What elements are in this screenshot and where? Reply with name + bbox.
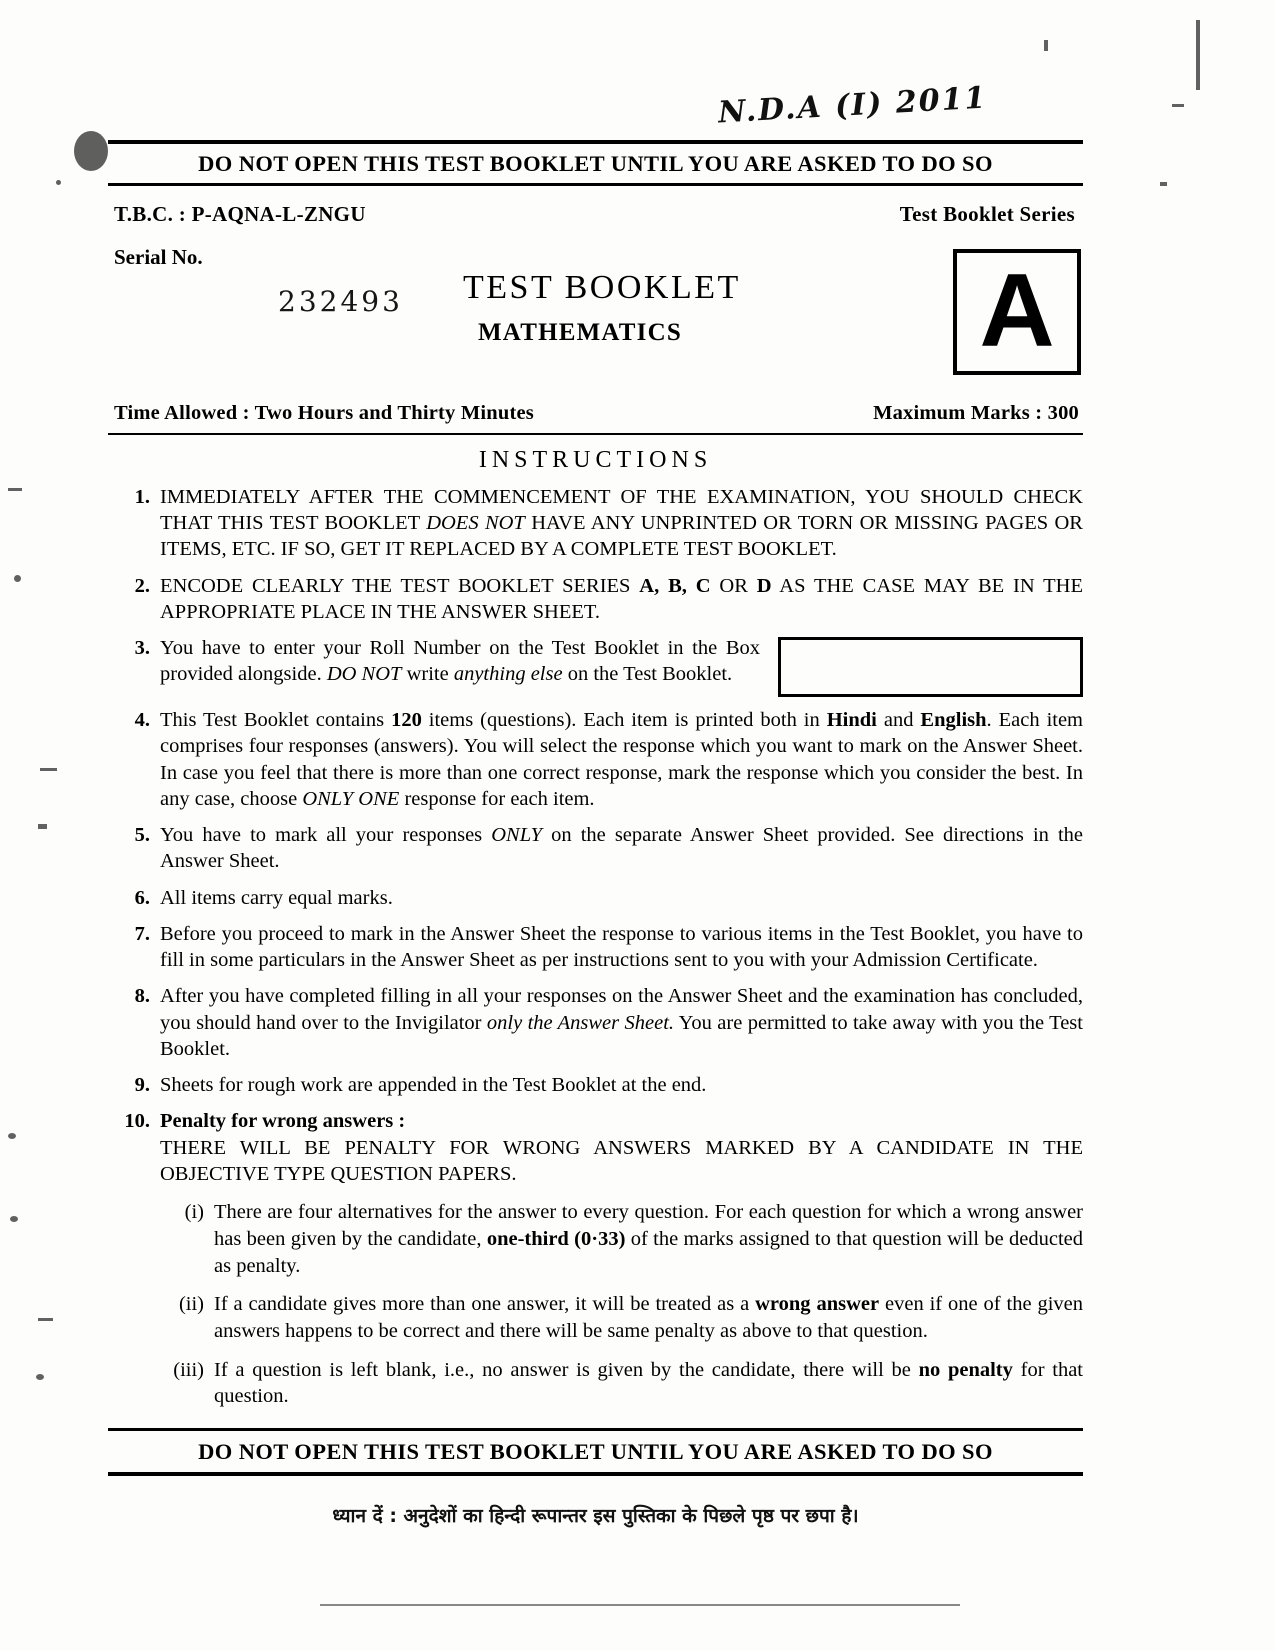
page-bottom-rule	[320, 1604, 960, 1606]
instruction-text: You have to enter your Roll Number on the Test Booklet in the Box provided alongside. DO NOT write anything else on the Test Booklet.	[160, 637, 760, 686]
penalty-sub-item	[160, 1199, 1083, 1279]
instruction-number: 8.	[134, 985, 150, 1008]
instruction-number: 10.	[124, 1110, 150, 1133]
scan-artifact-edge-left-3	[40, 768, 57, 771]
tbc-code: T.B.C. : P-AQNA-L-ZNGU	[114, 202, 366, 226]
penalty-sub-number: (ii)	[178, 1293, 204, 1316]
scan-artifact-edge-left-7	[38, 1318, 53, 1321]
instructions-heading: INSTRUCTIONS	[478, 447, 713, 473]
instruction-number: 5.	[134, 824, 150, 847]
instruction-number: 7.	[134, 922, 150, 945]
series-letter: A	[979, 253, 1055, 370]
penalty-sub-text: If a candidate gives more than one answer, it will be treated as a wrong answer even if one of the given answers happens to be correct and there will be same penalty as above to that question.	[214, 1293, 1083, 1342]
penalty-statement: THERE WILL BE PENALTY FOR WRONG ANSWERS MARKED BY A CANDIDATE IN THE OBJECTIVE TYPE QUESTION PAPERS.	[160, 1136, 1083, 1186]
scan-artifact-edge-left-2	[14, 575, 21, 582]
instruction-item	[108, 822, 1083, 874]
instruction-item-penalty	[108, 1108, 1083, 1422]
instruction-text: ENCODE CLEARLY THE TEST BOOKLET SERIES A, B, C OR D AS THE CASE MAY BE IN THE APPROPRIATE PLACE IN THE ANSWER SHEET.	[160, 574, 1083, 623]
instruction-text: All items carry equal marks.	[160, 886, 393, 909]
instruction-number: 4.	[134, 709, 150, 732]
scan-artifact-edge-left-4	[38, 824, 47, 829]
booklet-subject: MATHEMATICS	[478, 319, 682, 346]
instruction-number: 3.	[134, 637, 150, 660]
time-allowed: Time Allowed : Two Hours and Thirty Minutes	[114, 402, 534, 424]
instruction-number: 2.	[134, 574, 150, 597]
maximum-marks: Maximum Marks : 300	[873, 402, 1079, 424]
instruction-item	[108, 707, 1083, 812]
instruction-item	[108, 983, 1083, 1062]
instruction-item	[108, 921, 1083, 973]
penalty-sub-text: If a question is left blank, i.e., no answer is given by the candidate, there will be no penalty for that question.	[214, 1358, 1083, 1408]
instruction-item	[108, 1072, 1083, 1098]
scan-artifact-dot	[56, 180, 61, 185]
scan-artifact-edge-left-6	[10, 1216, 18, 1222]
instruction-text: You have to mark all your responses ONLY on the separate Answer Sheet provided. See directions in the Answer Sheet.	[160, 824, 1083, 873]
hindi-translation-note: ध्यान दें : अनुदेशों का हिन्दी रूपान्तर इस पुस्तिका के पिछले पृष्ठ पर छपा है।	[332, 1504, 859, 1527]
instruction-number: 1.	[134, 486, 150, 508]
instruction-text: Sheets for rough work are appended in the Test Booklet at the end.	[160, 1073, 707, 1096]
penalty-heading: Penalty for wrong answers :	[160, 1110, 406, 1133]
penalty-sub-list	[160, 1199, 1083, 1409]
scan-artifact-edge-left-8	[36, 1374, 44, 1380]
scan-artifact-edge-top	[1044, 40, 1048, 51]
top-warning-banner: DO NOT OPEN THIS TEST BOOKLET UNTIL YOU ARE ASKED TO DO SO	[198, 151, 993, 176]
tbc-row	[108, 186, 1083, 227]
scan-artifact-edge-right-2	[1172, 104, 1184, 107]
scan-artifact-edge-right-1	[1196, 20, 1200, 90]
penalty-sub-item	[160, 1357, 1083, 1410]
instruction-item	[108, 484, 1083, 563]
penalty-sub-text: There are four alternatives for the answer to every question. For each question for which a wrong answer has been given by the candidate, one-third (0·33) of the marks assigned to that question will be deducted as penalty.	[214, 1201, 1083, 1277]
penalty-section	[160, 1108, 1083, 1422]
penalty-sub-number: (iii)	[173, 1358, 204, 1381]
serial-number-value: 232493	[278, 285, 403, 318]
instruction-text: IMMEDIATELY AFTER THE COMMENCEMENT OF THE EXAMINATION, YOU SHOULD CHECK THAT THIS TEST BOOKLET DOES NOT HAVE ANY UNPRINTED OR TORN OR MISSING PAGES OR ITEMS, ETC. IF SO, GET IT REPLACED BY A COMPLETE TEST BOOKLET.	[160, 486, 1083, 561]
instruction-number: 9.	[134, 1073, 150, 1096]
instruction-item	[108, 573, 1083, 625]
instruction-item	[108, 885, 1083, 911]
instruction-text-with-roll-box	[160, 635, 1083, 697]
instruction-text: Before you proceed to mark in the Answer Sheet the response to various items in the Test Booklet, you have to fill in some particulars in the Answer Sheet as per instructions sent to you with your Admission Certificate.	[160, 922, 1083, 972]
serial-number-label: Serial No.	[114, 245, 203, 269]
instructions-list	[108, 484, 1083, 1098]
document-body	[108, 140, 1083, 1528]
instruction-text: After you have completed filling in all your responses on the Answer Sheet and the examination has concluded, you should hand over to the Invigilator only the Answer Sheet. You are permitted to take away with you the Test Booklet.	[160, 985, 1083, 1060]
instruction-text: This Test Booklet contains 120 items (questions). Each item is printed both in Hindi and English. Each item comprises four responses (answers). You will select the response which you want to mark on the Answer Sheet. In case you feel that there is more than one correct response, mark the response which you consider the best. In any case, choose ONLY ONE response for each item.	[160, 709, 1084, 810]
handwritten-exam-annotation: N.D.A (I) 2011	[717, 80, 989, 131]
scan-artifact-edge-left-5	[8, 1133, 16, 1139]
penalty-sub-item	[160, 1291, 1083, 1344]
booklet-title: TEST BOOKLET	[463, 269, 741, 306]
title-block	[108, 227, 1083, 402]
scan-artifact-edge-right-3	[1160, 182, 1167, 186]
instruction-number: 6.	[134, 886, 150, 909]
series-letter-box	[953, 249, 1081, 375]
time-marks-row	[108, 402, 1083, 433]
bottom-warning-banner: DO NOT OPEN THIS TEST BOOKLET UNTIL YOU ARE ASKED TO DO SO	[198, 1438, 993, 1464]
roll-number-box[interactable]	[778, 637, 1083, 697]
penalty-sub-number: (i)	[184, 1201, 204, 1224]
scan-artifact-hole-punch	[74, 131, 108, 171]
test-booklet-series-label: Test Booklet Series	[899, 202, 1075, 226]
instruction-item	[108, 635, 1083, 697]
scan-artifact-edge-left-1	[8, 488, 22, 491]
